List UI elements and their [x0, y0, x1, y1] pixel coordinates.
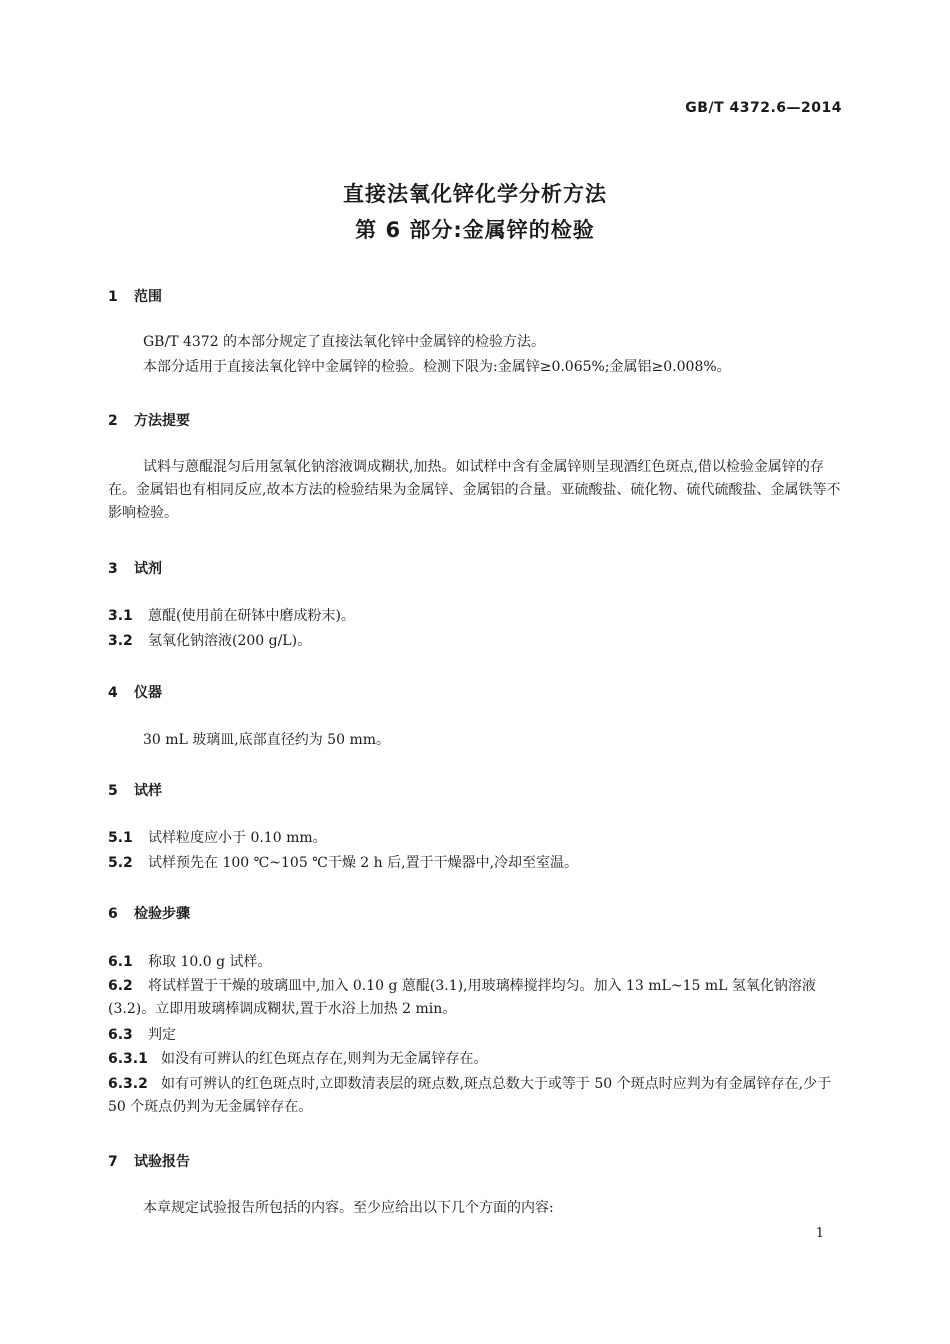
section-heading-scope	[108, 286, 162, 306]
paragraph: 本章规定试验报告所包括的内容。至少应给出以下几个方面的内容:	[143, 1200, 554, 1216]
clause-item	[108, 630, 843, 653]
clause-text: 氢氧化钠溶液(200 g/L)。	[148, 633, 312, 649]
clause-item	[108, 951, 843, 974]
clause-number: 6.3.1	[108, 1051, 148, 1067]
section-number: 2	[108, 413, 118, 429]
section-title: 检验步骤	[134, 906, 190, 922]
clause-item	[108, 852, 843, 875]
clause-number: 3.1	[108, 608, 133, 624]
clause-item	[108, 1048, 843, 1071]
clause-number: 6.2	[108, 978, 133, 994]
paragraph: 试料与蒽醌混匀后用氢氧化钠溶液调成糊状,加热。如试样中含有金属锌则呈现酒红色斑点,借以检验金属锌的存在。金属铝也有相同反应,故本方法的检验结果为金属锌、金属铝的合量。亚硫酸盐、硫化物、硫代硫酸盐、金属铁等不影响检验。	[108, 459, 841, 521]
standard-number: GB/T 4372.6—2014	[685, 100, 842, 116]
section-heading-reagents	[108, 558, 162, 578]
section-heading-apparatus	[108, 682, 162, 702]
section-number: 4	[108, 685, 118, 701]
section-title: 方法提要	[134, 413, 190, 429]
section-number: 6	[108, 906, 118, 922]
paragraph: 本部分适用于直接法氧化锌中金属锌的检验。检测下限为:金属锌≥0.065%;金属铝≥0.008%。	[143, 359, 731, 375]
clause-text: 称取 10.0 g 试样。	[148, 954, 272, 970]
clause-number: 6.3	[108, 1027, 133, 1043]
section-title: 试剂	[134, 561, 162, 577]
clause-item	[108, 975, 843, 1021]
section-number: 7	[108, 1154, 118, 1170]
document-subtitle: 第 6 部分:金属锌的检验	[355, 218, 595, 242]
document-title: 直接法氧化锌化学分析方法	[343, 182, 607, 206]
section-number: 3	[108, 561, 118, 577]
paragraph: GB/T 4372 的本部分规定了直接法氧化锌中金属锌的检验方法。	[143, 334, 546, 350]
page-number: 1	[815, 1226, 824, 1241]
clause-text: 将试样置于干燥的玻璃皿中,加入 0.10 g 蒽醌(3.1),用玻璃棒搅拌均匀。加入 13 mL~15 mL 氢氧化钠溶液(3.2)。立即用玻璃棒调成糊状,置于水浴上加热 2 min。	[108, 978, 816, 1017]
paragraph: 30 mL 玻璃皿,底部直径约为 50 mm。	[143, 732, 391, 748]
section-heading-principle	[108, 410, 190, 430]
section-title: 仪器	[134, 685, 162, 701]
clause-text: 试样粒度应小于 0.10 mm。	[148, 830, 327, 846]
section-title: 试样	[134, 783, 162, 799]
clause-text: 试样预先在 100 ℃~105 ℃干燥 2 h 后,置于干燥器中,冷却至室温。	[148, 855, 579, 871]
section-heading-procedure	[108, 903, 190, 923]
clause-text: 蒽醌(使用前在研钵中磨成粉末)。	[148, 608, 355, 624]
section-title: 范围	[134, 289, 162, 305]
clause-number: 6.1	[108, 954, 133, 970]
section-heading-report	[108, 1151, 190, 1171]
section-heading-sample	[108, 780, 162, 800]
clause-number: 5.2	[108, 855, 133, 871]
clause-item	[108, 827, 843, 850]
clause-item	[108, 1024, 843, 1047]
clause-item	[108, 605, 843, 628]
clause-text: 如没有可辨认的红色斑点存在,则判为无金属锌存在。	[161, 1051, 488, 1067]
clause-text: 判定	[148, 1027, 176, 1043]
clause-number: 6.3.2	[108, 1076, 148, 1092]
clause-number: 3.2	[108, 633, 133, 649]
clause-text: 如有可辨认的红色斑点时,立即数清表层的斑点数,斑点总数大于或等于 50 个斑点时应判为有金属锌存在,少于 50 个斑点仍判为无金属锌存在。	[108, 1076, 832, 1115]
section-title: 试验报告	[134, 1154, 190, 1170]
clause-number: 5.1	[108, 830, 133, 846]
clause-item	[108, 1073, 843, 1119]
section-number: 1	[108, 289, 118, 305]
section-number: 5	[108, 783, 118, 799]
